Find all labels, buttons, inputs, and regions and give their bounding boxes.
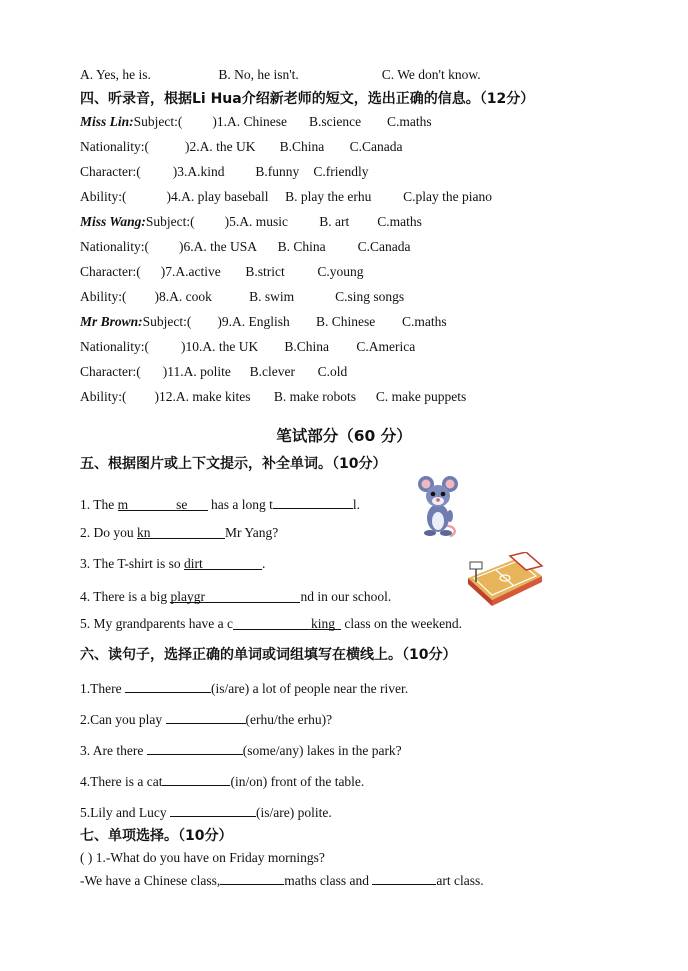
teacher-row: Character:( )3.A.kind B.funny C.friendly: [80, 164, 369, 179]
answer-blank[interactable]: [166, 709, 246, 724]
s6-question-3: 3. Are there (some/any) lakes in the park?: [80, 740, 402, 760]
s5-question-3: 3. The T-shirt is so dirt .: [80, 556, 266, 571]
answer-blank[interactable]: [125, 678, 211, 693]
teacher-row: Mr Brown:Subject:( )9.A. English B. Chinese C.maths: [80, 314, 447, 329]
answer-blank[interactable]: m se: [118, 496, 208, 511]
answer-blank[interactable]: king: [233, 615, 341, 630]
answer-blank[interactable]: [162, 771, 230, 786]
option-a: A. Yes, he is.: [80, 67, 151, 82]
teacher-row: Nationality:( )6.A. the USA B. China C.Canada: [80, 239, 411, 254]
answer-blank[interactable]: [220, 870, 284, 885]
answer-blank[interactable]: playgr: [170, 588, 300, 603]
teacher-row: Miss Lin:Subject:( )1.A. Chinese B.science C.maths: [80, 114, 432, 129]
section6-heading: 六、读句子，选择正确的单词或词组填写在横线上。（10分）: [80, 647, 457, 663]
s6-question-1: 1.There (is/are) a lot of people near the river.: [80, 678, 408, 698]
teacher-row: Ability:( )4.A. play baseball B. play the erhu C.play the piano: [80, 189, 492, 204]
answer-blank[interactable]: [273, 494, 353, 509]
answer-blank[interactable]: [372, 870, 436, 885]
answer-blank[interactable]: [170, 802, 256, 817]
s5-question-4: 4. There is a big playgr nd in our school.: [80, 589, 392, 604]
answer-blank[interactable]: dirt: [184, 555, 262, 570]
s5-question-5: 5. My grandparents have a c king class on the weekend.: [80, 616, 463, 631]
answer-blank[interactable]: [147, 740, 243, 755]
teacher-row: Character:( )7.A.active B.strict C.young: [80, 264, 364, 279]
s5-question-1: 1. The m se has a long t l.: [80, 494, 360, 514]
section4-heading: 四、听录音，根据Li Hua介绍新老师的短文，选出正确的信息。（12分）: [80, 91, 535, 107]
s7-question-1: ( ) 1.-What do you have on Friday mornings?: [80, 850, 325, 865]
teacher-row: Nationality:( )10.A. the UK B.China C.America: [80, 339, 416, 354]
teacher-row: Character:( )11.A. polite B.clever C.old: [80, 364, 348, 379]
teacher-row: Nationality:( )2.A. the UK B.China C.Canada: [80, 139, 403, 154]
s6-question-4: 4.There is a cat (in/on) front of the table.: [80, 771, 364, 791]
written-part-title: 笔试部分（60 分）: [276, 427, 412, 445]
teacher-name: Miss Lin:: [80, 114, 134, 129]
teacher-row: Miss Wang:Subject:( )5.A. music B. art C.maths: [80, 214, 422, 229]
q-options-row: [80, 66, 481, 84]
section5-heading: 五、根据图片或上下文提示，补全单词。（10分）: [80, 456, 387, 472]
teacher-name: Miss Wang:: [80, 214, 146, 229]
s5-question-2: 2. Do you kn Mr Yang?: [80, 525, 279, 540]
playground-court-icon: [466, 552, 544, 606]
s6-question-5: 5.Lily and Lucy (is/are) polite.: [80, 802, 332, 822]
option-c: C. We don't know.: [381, 67, 481, 82]
s7-question-1-answer: -We have a Chinese class, maths class and art class.: [80, 870, 484, 890]
mouse-cartoon-icon: [412, 474, 462, 538]
teacher-row: Ability:( )12.A. make kites B. make robots C. make puppets: [80, 389, 467, 404]
teacher-name: Mr Brown:: [80, 314, 143, 329]
section7-heading: 七、单项选择。（10分）: [80, 828, 233, 844]
option-b: B. No, he isn't.: [218, 67, 299, 82]
s6-question-2: 2.Can you play (erhu/the erhu)?: [80, 709, 332, 729]
answer-blank[interactable]: kn: [137, 524, 225, 539]
teacher-row: Ability:( )8.A. cook B. swim C.sing songs: [80, 289, 405, 304]
